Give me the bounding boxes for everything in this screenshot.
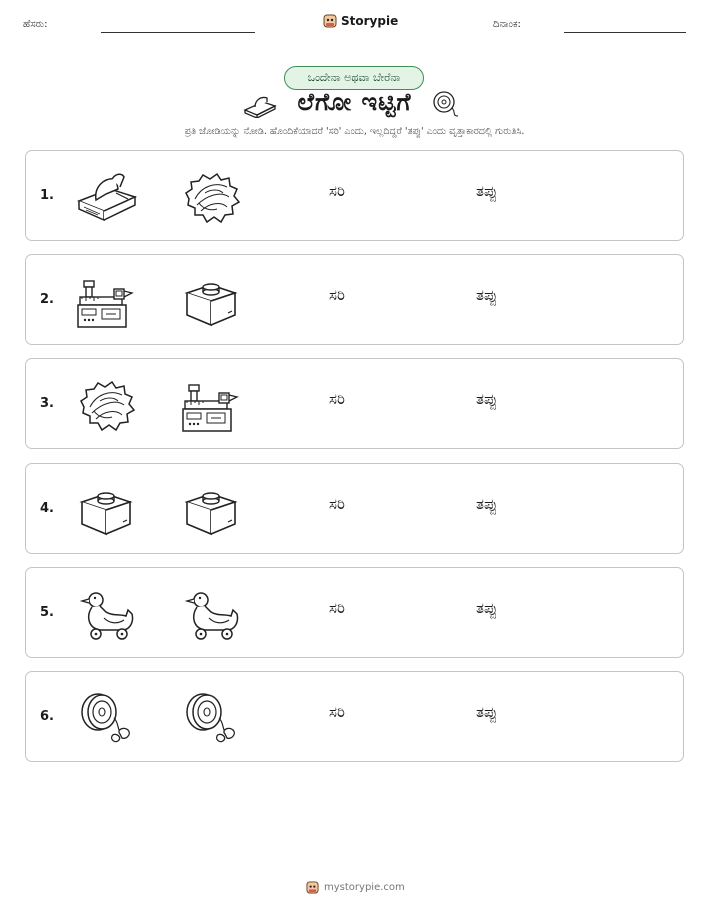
date-label: ದಿನಾಂಕ: bbox=[493, 19, 521, 30]
brand-logo bbox=[323, 13, 398, 29]
injection-machine-icon bbox=[181, 377, 243, 435]
name-label: ಹೆಸರು: bbox=[23, 19, 48, 30]
wood-plane-icon bbox=[76, 169, 138, 227]
name-field[interactable] bbox=[101, 32, 255, 33]
question-number: 5. bbox=[40, 605, 54, 620]
question-number: 6. bbox=[40, 709, 54, 724]
instructions: ಪ್ರತಿ ಜೋಡಿಯನ್ನು ನೋಡಿ. ಹೊಂದಿಕೆಯಾದರೆ 'ಸರಿ' ಎಂದು, ಇಲ್ಲದಿದ್ದರೆ 'ತಪ್ಪು' ಎಂದು ವೃತ್ತಾಕಾರದಲ್ಲಿ ಗುರುತಿಸಿ. bbox=[184, 126, 525, 137]
storypie-mascot-icon bbox=[323, 13, 337, 29]
footer-url[interactable]: mystorypie.com bbox=[324, 882, 405, 893]
option-correct[interactable]: ಸರಿ bbox=[329, 703, 345, 721]
option-wrong[interactable]: ತಪ್ಪು bbox=[476, 390, 498, 408]
yoyo-icon bbox=[432, 90, 462, 118]
worksheet-type-badge: ಒಂದೇನಾ ಅಥವಾ ಬೇರೆನಾ bbox=[284, 66, 424, 90]
storypie-mascot-icon bbox=[306, 880, 319, 895]
page-title: ಲೆಗೋ ಇಟ್ಟಿಗೆ bbox=[297, 88, 412, 116]
question-number: 4. bbox=[40, 501, 54, 516]
option-wrong[interactable]: ತಪ್ಪು bbox=[476, 286, 498, 304]
wood-chip-icon bbox=[76, 377, 138, 435]
date-field[interactable] bbox=[564, 32, 686, 33]
option-wrong[interactable]: ತಪ್ಪು bbox=[476, 703, 498, 721]
brand-name: Storypie bbox=[341, 14, 399, 28]
question-row-5 bbox=[25, 567, 684, 658]
question-row-4 bbox=[25, 463, 684, 554]
lego-brick-icon bbox=[181, 273, 243, 331]
lego-brick-icon bbox=[181, 482, 243, 540]
question-row-2 bbox=[25, 254, 684, 345]
toy-duck-icon bbox=[181, 586, 243, 644]
option-wrong[interactable]: ತಪ್ಪು bbox=[476, 599, 498, 617]
option-correct[interactable]: ಸರಿ bbox=[329, 182, 345, 200]
question-row-1 bbox=[25, 150, 684, 241]
option-wrong[interactable]: ತಪ್ಪು bbox=[476, 495, 498, 513]
question-row-3 bbox=[25, 358, 684, 449]
question-number: 2. bbox=[40, 292, 54, 307]
lego-brick-icon bbox=[76, 482, 138, 540]
option-correct[interactable]: ಸರಿ bbox=[329, 286, 345, 304]
wood-chip-icon bbox=[181, 169, 243, 227]
question-number: 1. bbox=[40, 188, 54, 203]
option-correct[interactable]: ಸರಿ bbox=[329, 390, 345, 408]
footer bbox=[306, 880, 405, 895]
toy-duck-icon bbox=[76, 586, 138, 644]
injection-machine-icon bbox=[76, 273, 138, 331]
option-wrong[interactable]: ತಪ್ಪು bbox=[476, 182, 498, 200]
option-correct[interactable]: ಸರಿ bbox=[329, 599, 345, 617]
question-number: 3. bbox=[40, 396, 54, 411]
yoyo-icon bbox=[181, 690, 243, 748]
yoyo-icon bbox=[76, 690, 138, 748]
option-correct[interactable]: ಸರಿ bbox=[329, 495, 345, 513]
question-row-6 bbox=[25, 671, 684, 762]
